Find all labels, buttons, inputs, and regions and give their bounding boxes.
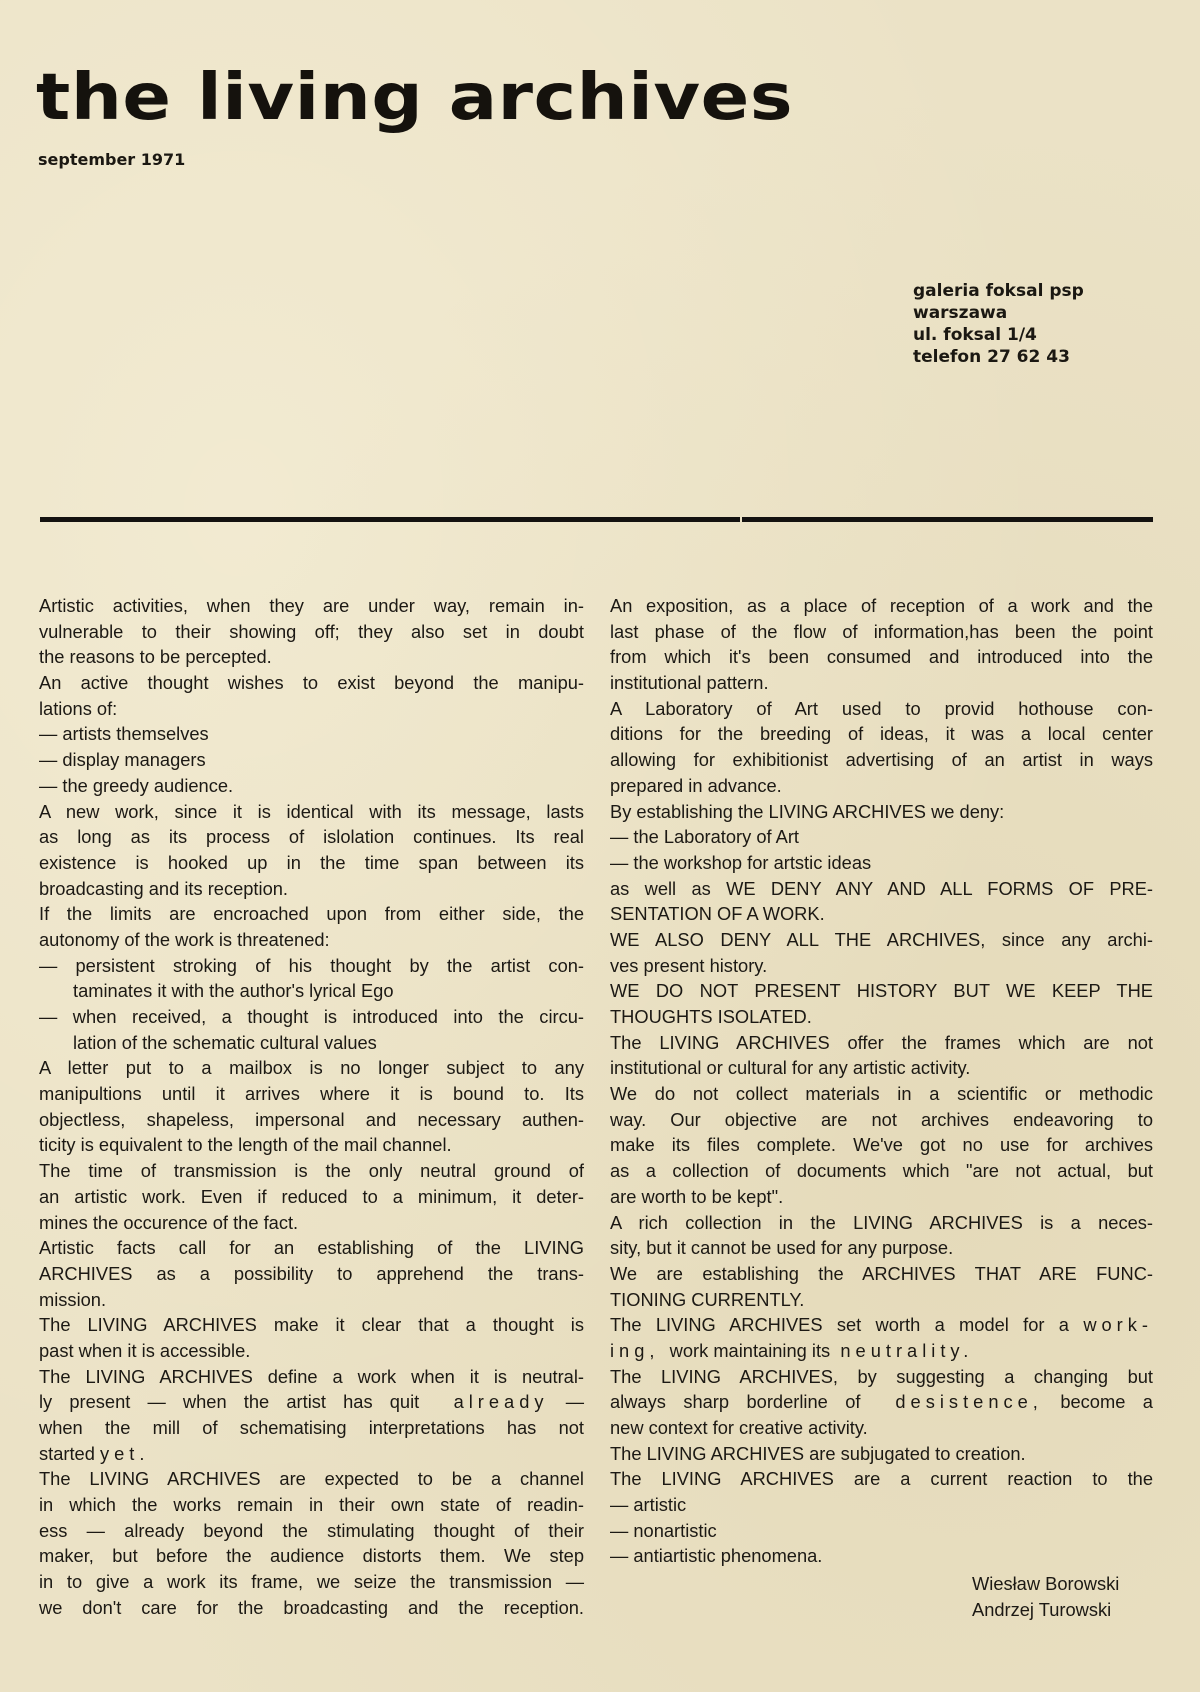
text-line: as well as WE DENY ANY AND ALL FORMS OF PRE- [610, 877, 1153, 899]
address-street: ul. foksal 1/4 [913, 325, 1037, 345]
text-line: The LIVING ARCHIVES set worth a model for a work- [610, 1314, 1153, 1336]
text-line: vulnerable to their showing off; they also set in doubt [39, 620, 584, 642]
text-line: An active thought wishes to exist beyond the manipu- [39, 672, 584, 694]
list-item: — nonartistic [610, 1519, 717, 1541]
text-line: always sharp borderline of desistence, become a [610, 1391, 1153, 1413]
list-item: — display managers [39, 749, 206, 771]
text-line: Artistic activities, when they are under way, remain in- [39, 595, 584, 616]
list-item-continuation: lation of the schematic cultural values [73, 1031, 377, 1053]
text-line: ARCHIVES as a possibility to apprehend the trans- [39, 1262, 584, 1284]
text-line: ing, work maintaining its neutrality. [610, 1339, 974, 1361]
address-phone: telefon 27 62 43 [913, 347, 1070, 367]
text-line: The time of transmission is the only neutral ground of [39, 1160, 584, 1182]
text-line: sity, but it cannot be used for any purpose. [610, 1237, 954, 1259]
signature-name: Andrzej Turowski [972, 1598, 1112, 1620]
text-line: ves present history. [610, 954, 768, 976]
manifesto-right-column [610, 593, 1153, 1569]
document-date: september 1971 [38, 150, 186, 169]
text-line: from which it's been consumed and introduced into the [610, 646, 1153, 668]
list-item: — antiartistic phenomena. [610, 1545, 823, 1567]
text-line: A new work, since it is identical with its message, lasts [39, 800, 584, 822]
text-line: as long as its process of islolation continues. Its real [39, 826, 584, 848]
text-line: we don't care for the broadcasting and the reception. [39, 1596, 584, 1618]
text-line: lations of: [39, 697, 118, 719]
text-line: are worth to be kept". [610, 1185, 784, 1207]
gallery-address [913, 280, 1084, 368]
spaced-emphasis: neutrality. [840, 1339, 974, 1361]
spaced-emphasis: desistence, [895, 1391, 1043, 1413]
list-item: — artists themselves [39, 723, 209, 745]
text-line: SENTATION OF A WORK. [610, 903, 825, 925]
text-line: in to give a work its frame, we seize the transmission — [39, 1571, 584, 1593]
horizontal-rule-right [742, 517, 1153, 522]
text-line: in which the works remain in their own state of readin- [39, 1494, 584, 1516]
text-line: last phase of the flow of information,has been the point [610, 620, 1153, 642]
text-line: The LIVING ARCHIVES, by suggesting a changing but [610, 1365, 1153, 1387]
text-line: An exposition, as a place of reception of a work and the [610, 595, 1153, 616]
address-city: warszawa [913, 303, 1008, 323]
list-item: — persistent stroking of his thought by the artist con- [39, 954, 584, 976]
text-line: WE ALSO DENY ALL THE ARCHIVES, since any archi- [610, 928, 1153, 950]
text-line: an artistic work. Even if reduced to a minimum, it deter- [39, 1185, 584, 1207]
spaced-emphasis: already [453, 1391, 549, 1413]
text-line: mission. [39, 1288, 107, 1310]
text-line: By establishing the LIVING ARCHIVES we deny: [610, 800, 1005, 822]
document-title: the living archives [36, 61, 794, 135]
text-line: The LIVING ARCHIVES define a work when it is neutral- [39, 1365, 584, 1387]
spaced-emphasis: ing, [610, 1339, 660, 1361]
text-line: make its files complete. We've got no use for archives [610, 1134, 1153, 1156]
text-line: A Laboratory of Art used to provid hothouse con- [610, 697, 1153, 719]
text-line: ly present — when the artist has quit already — [39, 1391, 584, 1413]
list-item: — when received, a thought is introduced into the circu- [39, 1006, 584, 1027]
signature-name: Wiesław Borowski [972, 1573, 1120, 1594]
text-line: The LIVING ARCHIVES are a current reaction to the [610, 1468, 1153, 1490]
text-line: ticity is equivalent to the length of the mail channel. [39, 1134, 452, 1156]
spaced-emphasis: yet. [99, 1442, 150, 1464]
list-item: — the Laboratory of Art [610, 826, 800, 848]
text-line: institutional or cultural for any artistic activity. [610, 1057, 971, 1079]
text-line: maker, but before the audience distorts them. We step [39, 1545, 584, 1567]
list-item: — the workshop for artstic ideas [610, 851, 872, 873]
text-line: If the limits are encroached upon from either side, the [39, 903, 584, 925]
text-line: The LIVING ARCHIVES offer the frames which are not [610, 1031, 1153, 1053]
text-line: THOUGHTS ISOLATED. [610, 1006, 812, 1027]
text-line: We do not collect materials in a scientific or methodic [610, 1083, 1153, 1105]
text-line: We are establishing the ARCHIVES THAT ARE FUNC- [610, 1262, 1153, 1284]
list-item: — the greedy audience. [39, 774, 234, 796]
spaced-emphasis: work- [1083, 1314, 1153, 1336]
text-line: ess — already beyond the stimulating thought of their [39, 1519, 584, 1541]
text-line: The LIVING ARCHIVES are expected to be a channel [39, 1468, 584, 1490]
text-line: institutional pattern. [610, 672, 769, 694]
text-line: as a collection of documents which "are not actual, but [610, 1160, 1153, 1182]
text-line: ditions for the breeding of ideas, it was a local center [610, 723, 1153, 745]
text-line: started yet. [39, 1442, 150, 1464]
text-line: Artistic facts call for an establishing of the LIVING [39, 1237, 584, 1259]
list-item: — artistic [610, 1494, 687, 1516]
text-line: WE DO NOT PRESENT HISTORY BUT WE KEEP THE [610, 980, 1153, 1002]
list-item-continuation: taminates it with the author's lyrical Ego [73, 980, 394, 1002]
signature-block [972, 1571, 1119, 1622]
text-line: existence is hooked up in the time span between its [39, 851, 584, 873]
manifesto-left-column [39, 593, 584, 1621]
text-line: autonomy of the work is threatened: [39, 928, 330, 950]
text-line: when the mill of schematising interpretations has not [39, 1417, 584, 1438]
text-line: new context for creative activity. [610, 1417, 868, 1438]
text-line: past when it is accessible. [39, 1339, 251, 1361]
text-line: the reasons to be percepted. [39, 646, 272, 668]
text-line: mines the occurence of the fact. [39, 1211, 299, 1233]
text-line: objectless, shapeless, impersonal and necessary authen- [39, 1108, 584, 1130]
text-line: The LIVING ARCHIVES make it clear that a thought is [39, 1314, 584, 1336]
text-line: way. Our objective are not archives endeavoring to [610, 1108, 1153, 1130]
text-line: prepared in advance. [610, 774, 782, 796]
horizontal-rule-left [40, 517, 740, 522]
text-line: A letter put to a mailbox is no longer subject to any [39, 1057, 584, 1079]
text-line: broadcasting and its reception. [39, 877, 288, 899]
address-gallery-name: galeria foksal psp [913, 281, 1084, 301]
text-line: manipultions until it arrives where it is bound to. Its [39, 1083, 584, 1105]
text-line: TIONING CURRENTLY. [610, 1288, 805, 1310]
text-line: allowing for exhibitionist advertising of an artist in ways [610, 749, 1153, 771]
text-line: A rich collection in the LIVING ARCHIVES is a neces- [610, 1211, 1153, 1233]
text-line: The LIVING ARCHIVES are subjugated to creation. [610, 1442, 1026, 1464]
